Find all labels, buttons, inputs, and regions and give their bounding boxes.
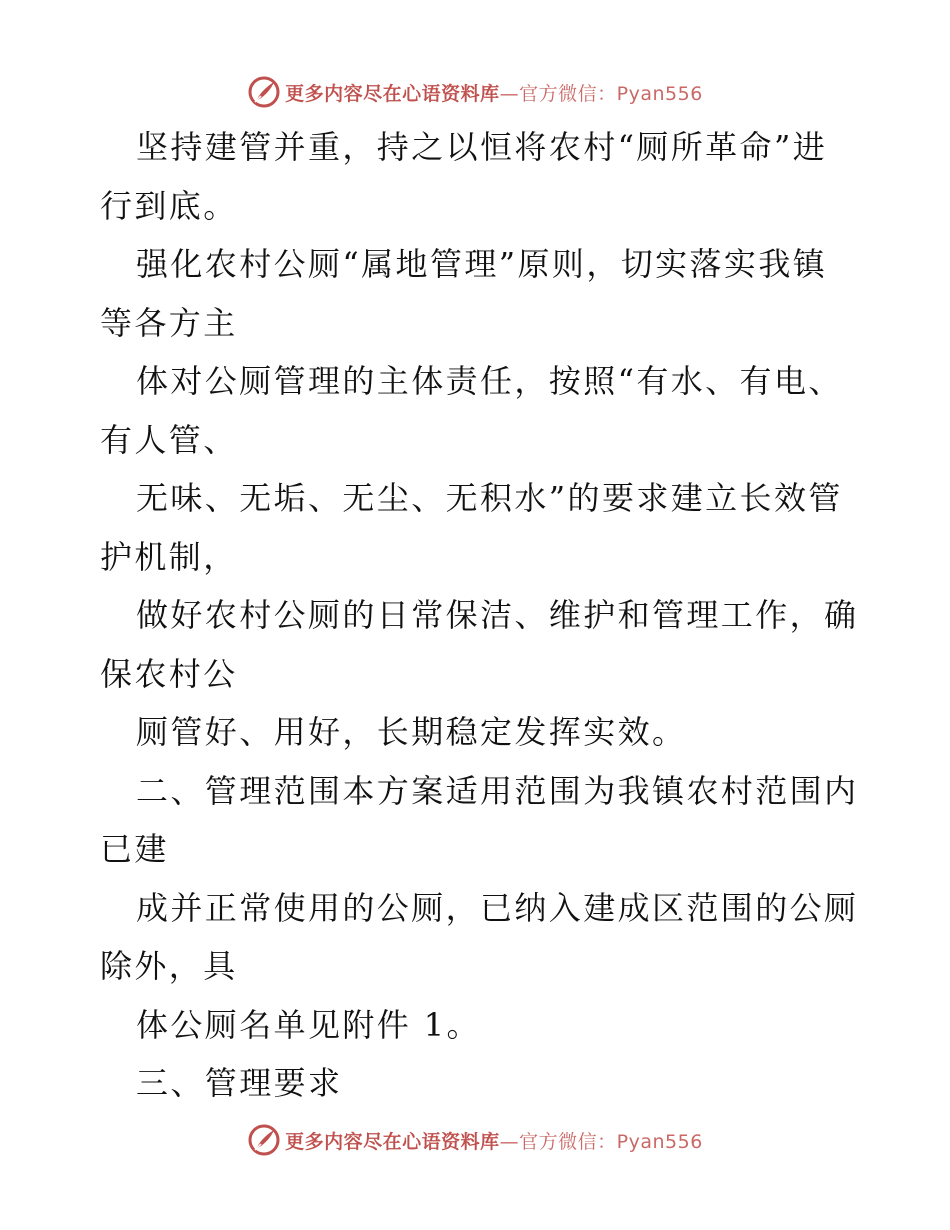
text-line: 二、管理范围本方案适用范围为我镇农村范围内 — [136, 771, 859, 810]
text-line: 无味、无垢、无尘、无积水”的要求建立长效管 — [136, 479, 843, 517]
header-banner-sub: —官方微信：Pyan556 — [499, 82, 703, 105]
text-line: 体公厕名单见附件 1。 — [136, 1005, 481, 1044]
text-line: 等各方主 — [100, 303, 238, 342]
feather-pen-logo-icon — [247, 1123, 281, 1157]
text-line: 行到底。 — [100, 186, 238, 225]
text-line: 体对公厕管理的主体责任，按照“有水、有电、 — [136, 362, 843, 400]
text-line: 已建 — [100, 830, 169, 868]
footer-banner-main: 更多内容尽在心语资料库 — [285, 1130, 500, 1153]
text-line: 除外，具 — [100, 947, 238, 985]
footer-banner — [0, 1120, 950, 1160]
footer-banner-sub: —官方微信：Pyan556 — [499, 1130, 703, 1153]
footer-banner-text — [285, 1127, 703, 1154]
text-line: 保农村公 — [100, 654, 238, 693]
feather-pen-logo-icon — [247, 75, 281, 109]
text-line: 强化农村公厕“属地管理”原则，切实落实我镇 — [136, 245, 828, 283]
header-banner-text — [285, 79, 703, 106]
text-line: 成并正常使用的公厕，已纳入建成区范围的公厕 — [136, 888, 859, 927]
header-banner-main: 更多内容尽在心语资料库 — [285, 82, 500, 105]
text-line: 有人管、 — [100, 420, 238, 459]
text-line: 做好农村公厕的日常保洁、维护和管理工作，确 — [136, 596, 859, 634]
text-line: 护机制， — [100, 537, 238, 576]
document-body — [100, 118, 860, 1113]
text-line: 厕管好、用好，长期稳定发挥实效。 — [136, 713, 687, 751]
header-banner — [0, 72, 950, 112]
text-line: 坚持建管并重，持之以恒将农村“厕所革命”进 — [136, 128, 828, 166]
text-line: 三、管理要求 — [136, 1064, 343, 1102]
